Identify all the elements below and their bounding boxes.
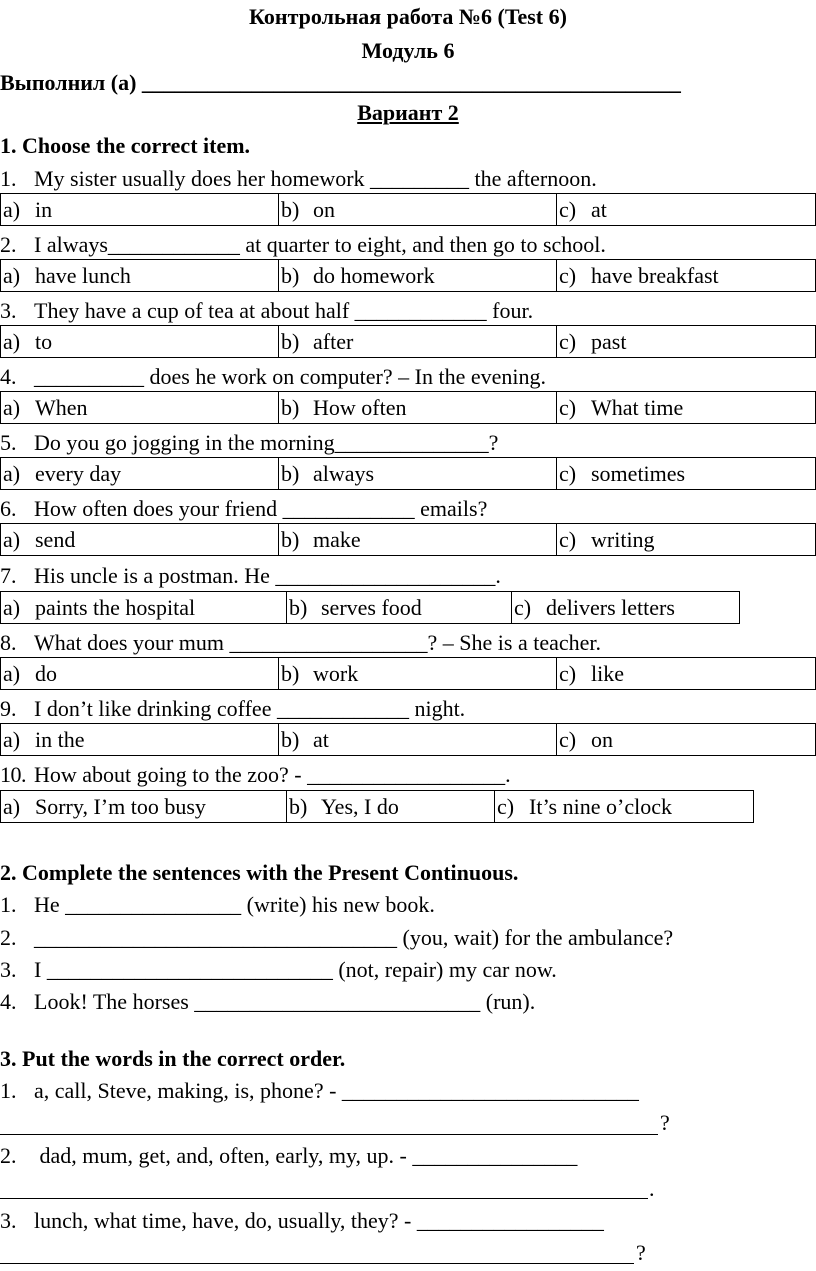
answer-line-3[interactable]: [0, 1263, 634, 1264]
option-b[interactable]: b) after: [279, 326, 557, 357]
question-text: His uncle is a postman. He ____________________.: [34, 563, 501, 588]
question-10: [0, 764, 511, 786]
option-b[interactable]: b) always: [279, 458, 557, 489]
option-c[interactable]: c) It’s nine o’clock: [497, 793, 672, 819]
option-c[interactable]: c) delivers letters: [514, 594, 675, 620]
answer-line-end-3: ?: [636, 1240, 646, 1265]
question-8: [0, 632, 601, 654]
answer-line-1[interactable]: [0, 1134, 658, 1135]
question-2: [0, 234, 606, 256]
question-number: 5.: [0, 430, 17, 455]
question-text: How about going to the zoo? - __________________.: [34, 762, 511, 787]
task3-item-2: 2. dad, mum, get, and, often, early, my, up. - _______________: [0, 1143, 578, 1168]
question-text: How often does your friend ____________ emails?: [34, 496, 488, 521]
answer-row-1: [0, 193, 816, 226]
answer-line-2[interactable]: [0, 1198, 648, 1199]
question-number: 3.: [0, 298, 17, 323]
question-number: 2.: [0, 232, 17, 257]
question-5: [0, 432, 498, 454]
question-text: What does your mum __________________? – She is a teacher.: [34, 630, 602, 655]
option-c[interactable]: c) past: [559, 328, 627, 354]
question-7: [0, 565, 501, 587]
option-c[interactable]: c) on: [559, 726, 613, 752]
option-c[interactable]: c) What time: [559, 394, 684, 420]
test-title: Контрольная работа №6 (Test 6): [249, 4, 567, 29]
task3-item-1: 1. a, call, Steve, making, is, phone? - ___________________________: [0, 1078, 639, 1103]
option-a[interactable]: a) Sorry, I’m too busy: [1, 791, 287, 822]
question-3: [0, 300, 533, 322]
option-a[interactable]: a) to: [1, 326, 279, 357]
answer-row-6: [0, 523, 816, 556]
answer-row-5: [0, 457, 816, 490]
option-c[interactable]: c) have breakfast: [559, 262, 719, 288]
option-a[interactable]: a) do: [1, 658, 279, 689]
option-a[interactable]: a) When: [1, 392, 279, 423]
option-b[interactable]: b) How often: [279, 392, 557, 423]
task3-heading: 3. Put the words in the correct order.: [0, 1046, 346, 1071]
option-b[interactable]: b) make: [279, 524, 557, 555]
option-c[interactable]: c) writing: [559, 526, 655, 552]
option-b[interactable]: b) serves food: [287, 592, 512, 623]
answer-row-7: [0, 591, 740, 624]
question-1: [0, 168, 597, 190]
question-number: 1.: [0, 166, 17, 191]
answer-row-2: [0, 259, 816, 292]
question-number: 6.: [0, 496, 17, 521]
task2-item-4: 4. Look! The horses __________________________ (run).: [0, 989, 536, 1014]
module-title: Модуль 6: [361, 38, 455, 63]
task2-item-1: 1. He ________________ (write) his new book.: [0, 892, 435, 917]
option-a[interactable]: a) every day: [1, 458, 279, 489]
question-text: They have a cup of tea at about half ____________ four.: [34, 298, 534, 323]
answer-row-8: [0, 657, 816, 690]
question-number: 9.: [0, 696, 17, 721]
question-number: 7.: [0, 563, 17, 588]
variant-title: Вариант 2: [357, 100, 459, 125]
question-text: I always____________ at quarter to eight, and then go to school.: [34, 232, 606, 257]
performed-by-line: Выполнил (а) _________________________________________________: [0, 70, 681, 95]
option-b[interactable]: b) Yes, I do: [287, 791, 495, 822]
task2-item-2: 2. _________________________________ (you, wait) for the ambulance?: [0, 925, 674, 950]
question-number: 4.: [0, 364, 17, 389]
answer-row-10: [0, 790, 754, 823]
question-text: I don’t like drinking coffee ____________ night.: [34, 696, 466, 721]
option-a[interactable]: a) in: [1, 194, 279, 225]
option-a[interactable]: a) send: [1, 524, 279, 555]
option-b[interactable]: b) at: [279, 724, 557, 755]
task2-item-3: 3. I __________________________ (not, repair) my car now.: [0, 957, 557, 982]
answer-line-end-2: .: [649, 1176, 655, 1201]
answer-row-3: [0, 325, 816, 358]
question-number: 8.: [0, 630, 17, 655]
question-9: [0, 698, 465, 720]
option-c[interactable]: c) at: [559, 196, 607, 222]
task3-item-3: 3. lunch, what time, have, do, usually, they? - _________________: [0, 1208, 604, 1233]
answer-line-end-1: ?: [660, 1110, 670, 1135]
question-text: Do you go jogging in the morning______________?: [34, 430, 499, 455]
task1-heading: 1. Choose the correct item.: [0, 133, 251, 158]
question-text: __________ does he work on computer? – In the evening.: [34, 364, 546, 389]
option-b[interactable]: b) on: [279, 194, 557, 225]
task2-heading: 2. Complete the sentences with the Present Continuous.: [0, 860, 519, 885]
option-c[interactable]: c) like: [559, 660, 624, 686]
answer-row-4: [0, 391, 816, 424]
option-a[interactable]: a) have lunch: [1, 260, 279, 291]
option-b[interactable]: b) do homework: [279, 260, 557, 291]
question-4: [0, 366, 546, 388]
option-b[interactable]: b) work: [279, 658, 557, 689]
option-a[interactable]: a) paints the hospital: [1, 592, 287, 623]
answer-row-9: [0, 723, 816, 756]
option-a[interactable]: a) in the: [1, 724, 279, 755]
option-c[interactable]: c) sometimes: [559, 460, 686, 486]
question-number: 10.: [0, 762, 26, 787]
question-text: My sister usually does her homework _________ the afternoon.: [34, 166, 597, 191]
question-6: [0, 498, 487, 520]
